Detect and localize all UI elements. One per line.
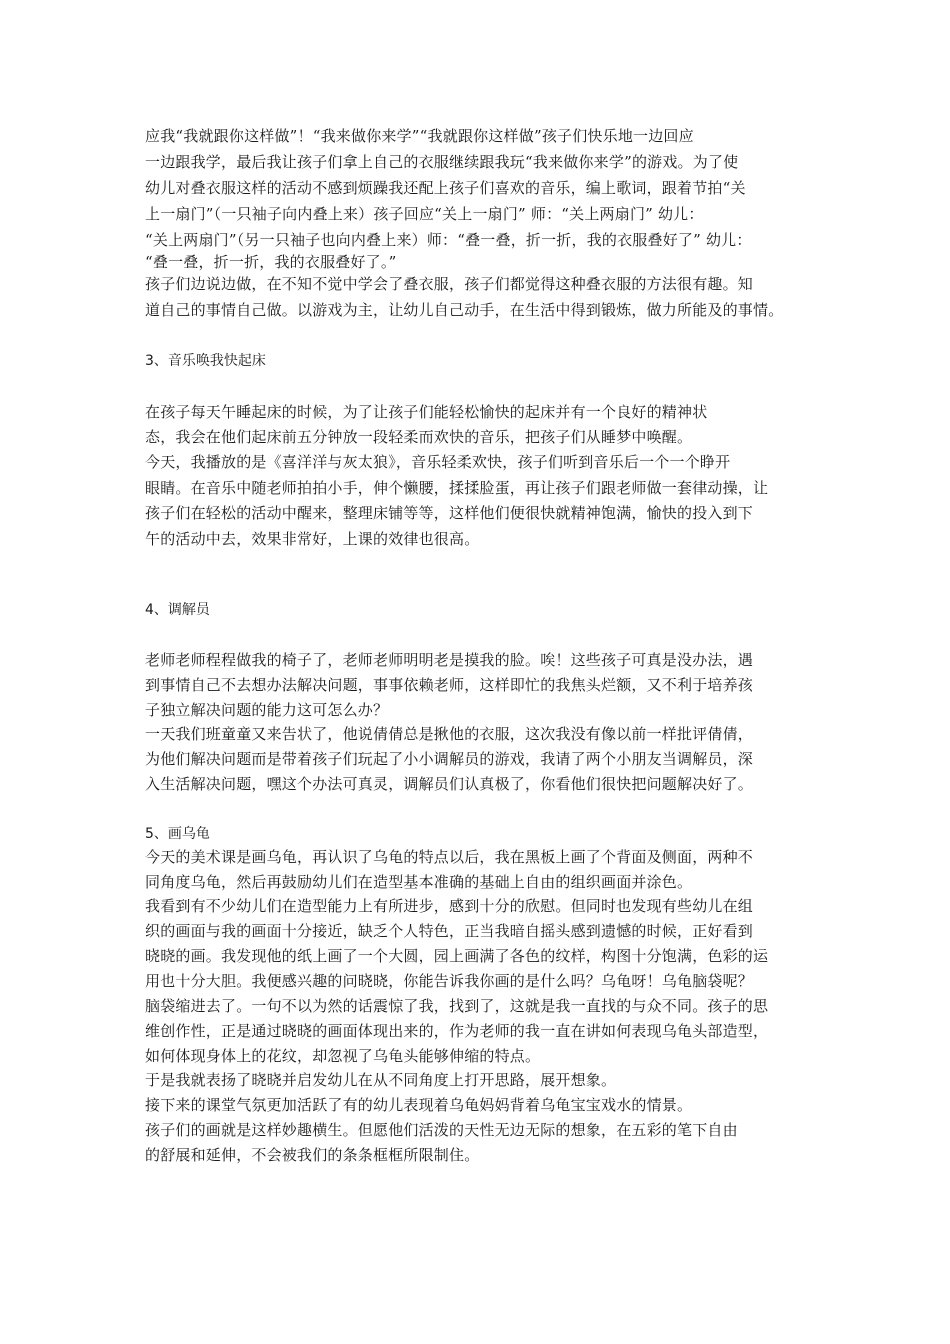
paragraph-line: 孩子们在轻松的活动中醒来，整理床铺等等，这样他们便很快就精神饱满，愉快的投入到下 (145, 504, 754, 522)
section-heading: 3、音乐唤我快起床 (145, 353, 266, 369)
paragraph-line: 一边跟我学，最后我让孩子们拿上自己的衣服继续跟我玩“我来做你来学”的游戏。为了使 (145, 153, 739, 171)
paragraph-line: 为他们解决问题而是带着孩子们玩起了小小调解员的游戏，我请了两个小朋友当调解员，深 (145, 750, 754, 768)
paragraph-line: 子独立解决问题的能力这可怎么办？ (145, 701, 389, 719)
paragraph-line: 应我“我就跟你这样做”！“我来做你来学”“我就跟你这样做”孩子们快乐地一边回应 (145, 127, 694, 145)
section-heading: 5、画乌龟 (145, 826, 210, 842)
paragraph-line: 用也十分大胆。我便感兴趣的问晓晓，你能告诉我你画的是什么吗？乌龟呀！乌龟脑袋呢？ (145, 972, 754, 990)
paragraph-line: 同角度乌龟，然后再鼓励幼儿们在造型基本准确的基础上自由的组织画面并涂色。 (145, 873, 693, 891)
paragraph-line: 今天的美术课是画乌龟，再认识了乌龟的特点以后，我在黑板上画了个背面及侧面，两种不 (145, 848, 754, 866)
paragraph-line: 在孩子每天午睡起床的时候，为了让孩子们能轻松愉快的起床并有一个良好的精神状 (145, 403, 708, 421)
paragraph-line: 幼儿对叠衣服这样的活动不感到烦躁我还配上孩子们喜欢的音乐，编上歌词，跟着节拍“关 (145, 179, 746, 197)
paragraph-line: 脑袋缩进去了。一句不以为然的话震惊了我，找到了，这就是我一直找的与众不同。孩子的思 (145, 997, 769, 1015)
paragraph-line: 的舒展和延伸，不会被我们的条条框框所限制住。 (145, 1146, 480, 1164)
paragraph-line: 如何体现身体上的花纹，却忽视了乌龟头能够伸缩的特点。 (145, 1047, 541, 1065)
paragraph-line: 维创作性，正是通过晓晓的画面体现出来的，作为老师的我一直在讲如何表现乌龟头部造型， (145, 1022, 769, 1040)
paragraph-line: 老师老师程程做我的椅子了，老师老师明明老是摸我的脸。唉！这些孩子可真是没办法，遇 (145, 651, 754, 669)
paragraph-line: 道自己的事情自己做。以游戏为主，让幼儿自己动手，在生活中得到锻炼，做力所能及的事情。 (145, 301, 784, 319)
paragraph-line: “叠一叠，折一折，我的衣服叠好了。” (145, 253, 397, 271)
paragraph-line: 入生活解决问题，嘿这个办法可真灵，调解员们认真极了，你看他们很快把问题解决好了。 (145, 775, 754, 793)
paragraph-line: 今天，我播放的是《喜洋洋与灰太狼》，音乐轻柔欢快，孩子们听到音乐后一个一个睁开 (145, 453, 731, 471)
paragraph-line: 我看到有不少幼儿们在造型能力上有所进步，感到十分的欣慰。但同时也发现有些幼儿在组 (145, 897, 754, 915)
section-heading: 4、调解员 (145, 602, 210, 618)
paragraph-line: 孩子们边说边做，在不知不觉中学会了叠衣服，孩子们都觉得这种叠衣服的方法很有趣。知 (145, 275, 754, 293)
paragraph-line: 态，我会在他们起床前五分钟放一段轻柔而欢快的音乐，把孩子们从睡梦中唤醒。 (145, 428, 693, 446)
paragraph-line: 织的画面与我的画面十分接近，缺乏个人特色，正当我暗自摇头感到遗憾的时候，正好看到 (145, 922, 754, 940)
paragraph-line: 一天我们班童童又来告状了，他说倩倩总是揪他的衣服，这次我没有像以前一样批评倩倩， (145, 725, 754, 743)
paragraph-line: 孩子们的画就是这样妙趣横生。但愿他们活泼的天性无边无际的想象，在五彩的笔下自由 (145, 1121, 738, 1139)
paragraph-line: 眼睛。在音乐中随老师拍拍小手，伸个懒腰，揉揉脸蛋，再让孩子们跟老师做一套律动操，让 (145, 479, 769, 497)
paragraph-line: “关上两扇门”（另一只袖子也向内叠上来）师：“叠一叠，折一折，我的衣服叠好了” 幼儿： (145, 231, 752, 249)
paragraph-line: 午的活动中去，效果非常好，上课的效律也很高。 (145, 530, 480, 548)
paragraph-line: 到事情自己不去想办法解决问题，事事依赖老师，这样即忙的我焦头烂额，又不利于培养孩 (145, 676, 754, 694)
paragraph-line: 接下来的课堂气氛更加活跃了有的幼儿表现着乌龟妈妈背着乌龟宝宝戏水的情景。 (145, 1096, 693, 1114)
paragraph-line: 于是我就表扬了晓晓并启发幼儿在从不同角度上打开思路，展开想象。 (145, 1071, 617, 1089)
paragraph-line: 晓晓的画。我发现他的纸上画了一个大圆，园上画满了各色的纹样，构图十分饱满，色彩的运 (145, 947, 769, 965)
paragraph-line: 上一扇门”（一只袖子向内叠上来）孩子回应“关上一扇门” 师：“关上两扇门” 幼儿： (145, 205, 704, 223)
